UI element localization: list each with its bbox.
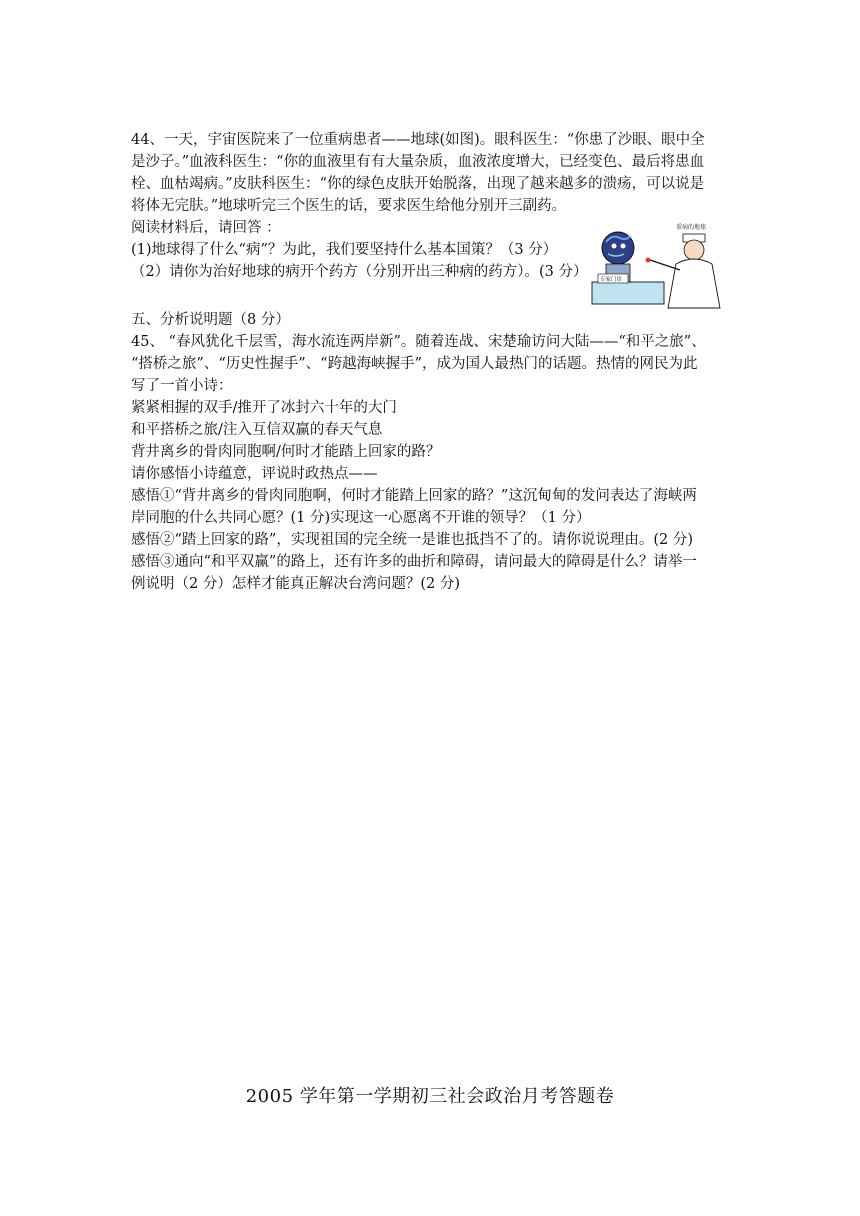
insight-1-line-1: 感悟①“背井离乡的骨肉同胞啊，何时才能踏上回家的路？”这沉甸甸的发问表达了海峡两 [131,488,697,504]
insight-3-line-2: 例说明（2 分）怎样才能真正解决台湾问题？(2 分) [131,576,460,592]
section-5-heading: 五、分析说明题（8 分） [131,312,290,328]
q44-line-3: 栓、血枯竭病。”皮肤科医生：“你的绿色皮肤开始脱落，出现了越来越多的溃疡，可以说是 [131,176,705,192]
doctor-earth-cartoon [588,220,728,310]
q44-subquestion-2: （2）请你为治好地球的病开个药方（分别开出三种病的药方）。(3 分） [131,264,588,280]
insight-2: 感悟②“踏上回家的路”，实现祖国的完全统一是谁也抵挡不了的。请你说说理由。(2 分) [131,532,693,548]
clinic-sign: 专家门诊 [600,277,623,283]
sick-earth-illustration [588,220,728,310]
poem-line-1: 紧紧相握的双手/推开了冰封六十年的大门 [131,400,397,416]
q44-subquestion-1: (1)地球得了什么“病”？为此，我们要坚持什么基本国策？（3 分） [131,242,558,258]
q45-line-2: “搭桥之旅”、“历史性握手”、“跨越海峡握手”，成为国人最热门的话题。热情的网民为此 [131,356,698,372]
q44-line-1: 44、一天，宇宙医院来了一位重病患者——地球(如图)。眼科医生：“你患了沙眼、眼中全 [131,132,705,148]
q45-line-1: 45、 “春风犹化千层雪，海水流连两岸新”。随着连战、宋楚瑜访问大陆——“和平之旅”、 [131,334,706,350]
answer-sheet-title: 2005 学年第一学期初三社会政治月考答题卷 [245,1086,615,1107]
poem-line-3: 背井离乡的骨肉同胞啊/何时才能踏上回家的路？ [131,444,441,460]
desk-shape [592,282,664,304]
q45-prompt: 请你感悟小诗蕴意，评说时政热点—— [131,466,378,482]
q45-line-3: 写了一首小诗： [131,378,233,394]
figure-caption: 重病的地球 [676,224,707,231]
insight-3-line-1: 感悟③通向“和平双赢”的路上，还有许多的曲折和障碍，请问最大的障碍是什么？请举一 [131,554,697,570]
q44-line-5: 阅读材料后，请回答 ： [131,220,281,236]
q44-line-4: 将体无完肤。”地球听完三个医生的话，要求医生给他分别开三副药。 [131,198,567,214]
poem-line-2: 和平搭桥之旅/注入互信双赢的春天气息 [131,422,383,438]
insight-1-line-2: 岸同胞的什么共同心愿？(1 分)实现这一心愿离不开谁的领导？（1 分） [131,510,591,526]
q44-line-2: 是沙子。”血液科医生：“你的血液里有有大量杂质，血液浓度增大，已经变色、最后将患血 [131,154,705,170]
